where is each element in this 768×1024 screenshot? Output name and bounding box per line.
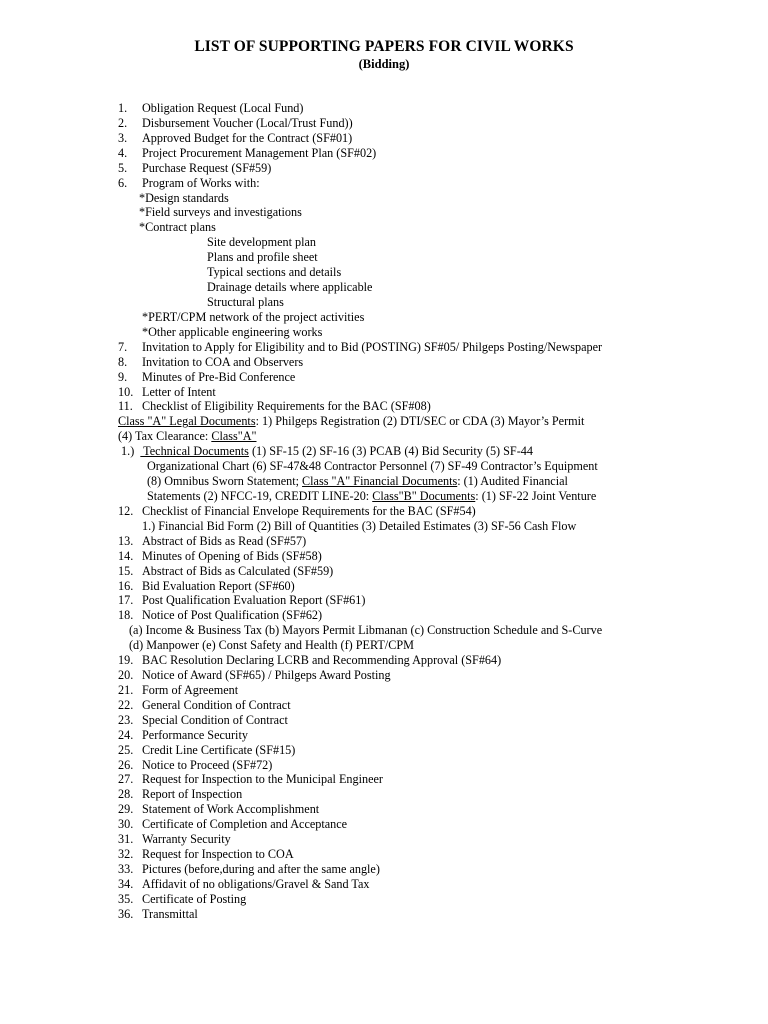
document-subtitle: (Bidding) (358, 57, 410, 71)
item-number: 36. (118, 906, 134, 921)
item-number: 13. (118, 533, 134, 548)
list-item (118, 579, 718, 594)
item-text: Obligation Request (Local Fund) (142, 101, 304, 115)
item-number: 19. (118, 653, 134, 668)
requirements-prefix: 1.) (118, 444, 141, 459)
list-item (118, 549, 718, 564)
item-number: 11. (118, 399, 133, 414)
item-number: 24. (118, 727, 134, 742)
list-item (118, 817, 718, 832)
item-number: 22. (118, 697, 134, 712)
sub-item: *PERT/CPM network of the project activities (142, 309, 365, 324)
item-text: Project Procurement Management Plan (SF#02) (142, 145, 377, 160)
item-text: Abstract of Bids as Calculated (SF#59) (142, 563, 334, 578)
item-text: Certificate of Posting (142, 891, 247, 906)
requirements-text: Statements (2) NFCC-19, CREDIT LINE-20: (147, 488, 373, 503)
list-item (118, 698, 718, 713)
item-text: BAC Resolution Declaring LCRB and Recommending Approval (SF#64) (142, 653, 502, 668)
list-item (118, 534, 718, 549)
item-number: 3. (118, 130, 128, 145)
item-number: 18. (118, 608, 134, 623)
document-title: LIST OF SUPPORTING PAPERS FOR CIVIL WORKS (194, 38, 574, 55)
list-item (118, 877, 718, 892)
item-text: Minutes of Pre-Bid Conference (142, 369, 296, 384)
item-text: Report of Inspection (142, 787, 243, 802)
list-item (118, 668, 718, 683)
list-item (118, 116, 718, 131)
item-text: Checklist of Financial Envelope Requirements for the BAC (SF#54) (142, 503, 476, 518)
item-number: 5. (118, 160, 128, 175)
item-text: Letter of Intent (142, 384, 216, 399)
sub-item: 1.) Financial Bid Form (2) Bill of Quantities (3) Detailed Estimates (3) SF-56 Cash Flow (142, 518, 577, 533)
sub-sub-item: Drainage details where applicable (207, 280, 373, 295)
requirements-line (118, 474, 718, 489)
list-item (118, 161, 718, 176)
item-text: Notice of Award (SF#65) / Philgeps Award Posting (142, 668, 391, 683)
item-text: Purchase Request (SF#59) (142, 160, 272, 175)
item-text: Minutes of Opening of Bids (SF#58) (142, 548, 322, 563)
item-text: Transmittal (142, 906, 198, 921)
requirements-line (118, 444, 718, 459)
item-number: 34. (118, 876, 134, 891)
class-a-heading: Class"A" (211, 429, 257, 444)
sub-item: *Field surveys and investigations (139, 205, 302, 220)
item-number: 25. (118, 742, 134, 757)
item-text: Approved Budget for the Contract (SF#01) (142, 130, 353, 145)
list-item (118, 504, 718, 519)
list-item (118, 728, 718, 743)
list-item (118, 892, 718, 907)
item-number: 2. (118, 115, 128, 130)
list-item (118, 608, 718, 623)
item-text: General Condition of Contract (142, 697, 291, 712)
requirements-text: (4) Tax Clearance: (118, 429, 212, 444)
item-number: 16. (118, 578, 134, 593)
item-text: Post Qualification Evaluation Report (SF#61) (142, 593, 366, 608)
sub-item: (a) Income & Business Tax (b) Mayors Permit Libmanan (c) Construction Schedule and S-Curve (129, 623, 603, 638)
requirements-line (118, 414, 718, 429)
item-text: Notice to Proceed (SF#72) (142, 757, 273, 772)
item-text: Invitation to COA and Observers (142, 354, 304, 369)
item-number: 26. (118, 757, 134, 772)
item-number: 1. (118, 101, 128, 115)
item-number: 21. (118, 682, 134, 697)
sub-item: (d) Manpower (e) Const Safety and Health (f) PERT/CPM (129, 638, 414, 653)
item-text: Credit Line Certificate (SF#15) (142, 742, 296, 757)
item-text: Program of Works with: (142, 175, 260, 190)
list-item (118, 907, 718, 922)
list-item (118, 743, 718, 758)
item-text: Abstract of Bids as Read (SF#57) (142, 533, 307, 548)
list-item (118, 146, 718, 161)
item-number: 15. (118, 563, 134, 578)
item-text: Certificate of Completion and Acceptance (142, 817, 348, 832)
item-text: Form of Agreement (142, 682, 239, 697)
list-item (118, 399, 718, 414)
item-text: Special Condition of Contract (142, 712, 288, 727)
document-body (118, 101, 718, 922)
class-b-heading: Class"B" Documents (372, 488, 476, 503)
item-text: Performance Security (142, 727, 248, 742)
list-item (118, 564, 718, 579)
sub-item: *Design standards (139, 190, 229, 205)
item-number: 23. (118, 712, 134, 727)
sub-item: *Contract plans (139, 220, 216, 235)
requirements-line (118, 429, 718, 444)
list-item (118, 385, 718, 400)
item-text: Request for Inspection to COA (142, 847, 294, 862)
item-text: Bid Evaluation Report (SF#60) (142, 578, 295, 593)
item-number: 7. (118, 339, 128, 354)
sub-sub-item: Plans and profile sheet (207, 250, 318, 265)
list-item (118, 131, 718, 146)
sub-sub-item: Typical sections and details (207, 265, 342, 280)
requirements-line (118, 489, 718, 504)
item-number: 14. (118, 548, 134, 563)
list-item (118, 862, 718, 877)
item-number: 10. (118, 384, 134, 399)
item-text: Notice of Post Qualification (SF#62) (142, 608, 323, 623)
list-item (118, 340, 718, 355)
requirements-text: (1) SF-15 (2) SF-16 (3) PCAB (4) Bid Security (5) SF-44 (248, 444, 533, 459)
list-item (118, 101, 718, 116)
item-number: 4. (118, 145, 128, 160)
sub-sub-item: Structural plans (207, 294, 284, 309)
item-number: 33. (118, 862, 134, 877)
item-text: Affidavit of no obligations/Gravel & Sand Tax (142, 876, 370, 891)
list-item (118, 802, 718, 817)
item-text: Statement of Work Accomplishment (142, 802, 320, 817)
list-item (118, 653, 718, 668)
item-number: 17. (118, 593, 134, 608)
item-number: 12. (118, 503, 134, 518)
technical-documents-heading: Technical Documents (140, 444, 249, 459)
list-item (118, 593, 718, 608)
item-number: 20. (118, 668, 134, 683)
item-number: 35. (118, 891, 134, 906)
item-number: 27. (118, 772, 134, 787)
list-item (118, 758, 718, 773)
item-text: Invitation to Apply for Eligibility and to Bid (POSTING) SF#05/ Philgeps Posting/Newspaper (142, 339, 603, 354)
item-number: 8. (118, 354, 128, 369)
list-item (118, 176, 718, 191)
list-item (118, 787, 718, 802)
requirements-text: (8) Omnibus Sworn Statement; (147, 474, 303, 489)
item-text: Pictures (before,during and after the same angle) (142, 862, 380, 877)
item-number: 9. (118, 369, 128, 384)
item-text: Warranty Security (142, 832, 231, 847)
list-item (118, 713, 718, 728)
item-number: 31. (118, 832, 134, 847)
item-text: Request for Inspection to the Municipal Engineer (142, 772, 383, 787)
class-a-legal-heading: Class "A" Legal Documents (118, 414, 256, 429)
list-item (118, 847, 718, 862)
item-number: 32. (118, 847, 134, 862)
list-item (118, 772, 718, 787)
requirements-text: Organizational Chart (6) SF-47&48 Contractor Personnel (7) SF-49 Contractor’s Equipment (147, 459, 598, 474)
requirements-text: : (1) SF-22 Joint Venture (475, 488, 597, 503)
list-item (118, 683, 718, 698)
class-a-financial-heading: Class "A" Financial Documents (302, 474, 458, 489)
item-number: 6. (118, 175, 128, 190)
item-number: 30. (118, 817, 134, 832)
item-number: 29. (118, 802, 134, 817)
list-item (118, 370, 718, 385)
item-number: 28. (118, 787, 134, 802)
requirements-line (118, 459, 718, 474)
list-item (118, 832, 718, 847)
requirements-text: : (1) Audited Financial (457, 474, 568, 489)
item-text: Checklist of Eligibility Requirements for the BAC (SF#08) (142, 399, 431, 414)
item-text: Disbursement Voucher (Local/Trust Fund)) (142, 115, 353, 130)
sub-sub-item: Site development plan (207, 235, 316, 250)
requirements-text: : 1) Philgeps Registration (2) DTI/SEC or CDA (3) Mayor’s Permit (255, 414, 585, 429)
list-item (118, 355, 718, 370)
sub-item: *Other applicable engineering works (142, 324, 323, 339)
